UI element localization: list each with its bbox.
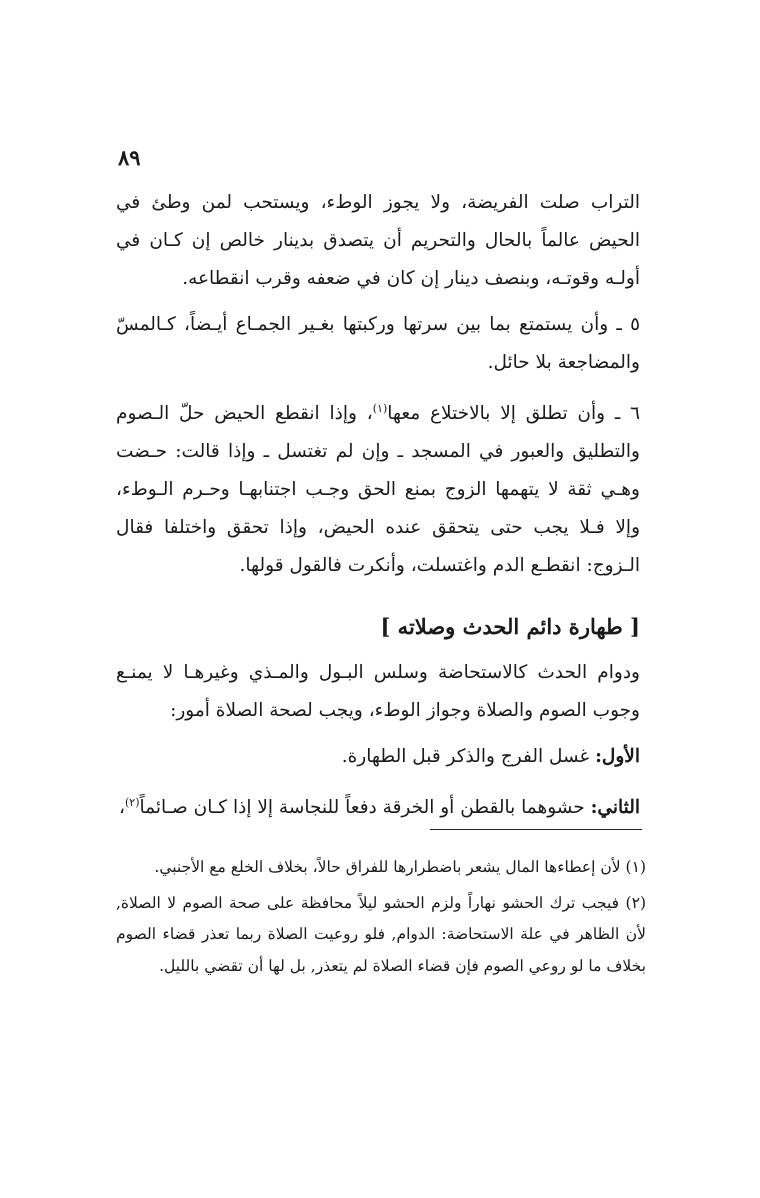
rule-6-rest: ، وإذا انقطع الحيض حلّ الـصوم والتطليق والعبور في المسجد ـ وإن لم تغتسل ـ وإذا قالت: حـضت وهـي ثقة لا يتهمها الزوج بمنع الحق وجـب اجتنابهـا وحـرم الـوطء، وإلا فـلا يجب حتى يتحقق عنده الحيض، وإذا تحقق واختلفا فقال الـزوج: انقطـع الدم واغتسلت، وأنكرت فالقول قولها. <box>116 403 640 577</box>
paragraph-rule-6 <box>116 390 640 585</box>
footnote-ref-2: (٢) <box>124 796 140 809</box>
footnote-ref-1: (١) <box>372 402 388 415</box>
footnote-2: (٢) فيجب ترك الحشو نهاراً ولزم الحشو ليلاً محافظة على صحة الصوم لا الصلاة, لأن الظاهر في علة الاستحاضة: الدوام, فلو روعيت الصلاة ربما تعذر قضاء الصوم بخلاف ما لو روعي الصوم فإن قضاء الصلاة لم يتعذر, بل لها أن تقضي بالليل. <box>116 893 646 975</box>
first-text: غسل الفرج والذكر قبل الطهارة. <box>341 746 596 767</box>
footnotes <box>116 852 646 982</box>
rule-6-start: ٦ ـ وأن تطلق إلا بالاختلاع معها <box>387 403 640 425</box>
footnote-1: (١) لأن إعطاءها المال يشعر باضطرارها للفراق حالاً، بخلاف الخلع مع الأجنبي. <box>154 858 646 876</box>
section-heading: [ طهارة دائم الحدث وصلاته ] <box>380 614 640 639</box>
main-text-section-b <box>116 654 640 827</box>
main-text-section-a <box>116 184 640 585</box>
paragraph-menstruation-expiation: التراب صلت الفريضة، ولا يجوز الوطء، ويستحب لمن وطئ في الحيض عالماً بالحال والتحريم أن يتصدق بدينار خالص إن كـان في أولـه وقوتـه، وبنصف دينار إن كان في ضعفه وقرب انقطاعه. <box>116 192 640 289</box>
second-text: حشوهما بالقطن أو الخرقة دفعاً للنجاسة إلا إذا كـان صـائماً <box>139 797 591 819</box>
paragraph-second-requirement <box>116 784 640 827</box>
second-end: ، <box>119 797 125 819</box>
paragraph-rule-5: ٥ ـ وأن يستمتع بما بين سرتها وركبتها بغـير الجمـاع أيـضاً، كـالمسّ والمضاجعة بلا حائل. <box>116 314 640 373</box>
second-label: الثاني: <box>590 797 640 819</box>
first-label: الأول: <box>595 746 640 767</box>
paragraph-continuous-hadath: ودوام الحدث كالاستحاضة وسلس البـول والمـذي وغيرهـا لا يمنـع وجوب الصوم والصلاة وجواز الوطء، ويجب لصحة الصلاة أمور: <box>116 662 640 721</box>
page-number: ٨٩ <box>118 145 141 170</box>
paragraph-first-requirement <box>116 738 640 776</box>
footnote-divider <box>430 829 642 830</box>
